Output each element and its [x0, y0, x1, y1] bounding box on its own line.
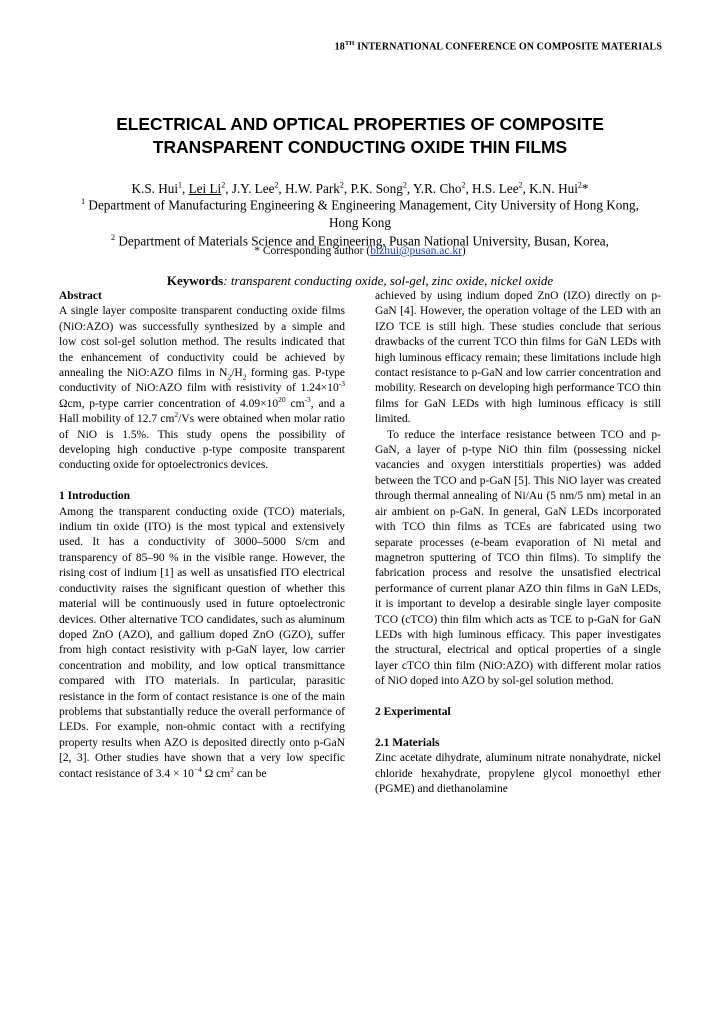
left-column [59, 289, 345, 782]
introduction-body-right-2: To reduce the interface resistance between TCO and p-GaN, a layer of p-type NiO thin film (possessing nickel vacancies and oxygen interstitials properties) was added between the TCO and p-GaN [5]. This NiO layer was created through thermal annealing of Ni/Au (5 nm/5 nm) metal in an air ambient on p-GaN. In general, GaN LEDs incorporated with TCO thin films as TCEs are fabricated using two separate processes (e-beam evaporation of Ni metal and magnetron sputtering of TCO thin films). To simplify the fabrication process and resolve the unsatisfied electrical performance of current planar AZO thin films in GaN LEDs, it is important to develop a desirable single layer composite TCO (cTCO) thin film which acts as TCE to p-GaN for GaN LEDs with high luminous efficacy. This paper investigates the structural, electrical and optical properties of a single layer cTCO thin film (NiO:AZO) with different molar ratios of NiO doped into AZO by sol-gel solution method. [375, 428, 661, 688]
email-link[interactable]: bizhui@pusan.ac.kr [370, 245, 462, 257]
running-head: 18TH INTERNATIONAL CONFERENCE ON COMPOSITE MATERIALS [334, 40, 662, 53]
author: K.S. Hui$^1$, [131, 181, 189, 197]
experimental-heading: 2 Experimental [375, 705, 451, 718]
author: J.Y. Lee$^2$, [231, 181, 286, 197]
author: Y.R. Cho$^2$, [412, 181, 473, 197]
author: H.S. Lee$^2$, [472, 181, 530, 197]
introduction-heading: 1 Introduction [59, 490, 131, 503]
author: P.K. Song$^2$, [350, 181, 413, 197]
corresponding-author: * Corresponding author (bizhui@pusan.ac.kr) [254, 245, 466, 257]
title-line-1: ELECTRICAL AND OPTICAL PROPERTIES OF COMPOSITE [116, 114, 604, 134]
title-line-2: TRANSPARENT CONDUCTING OXIDE THIN FILMS [152, 137, 568, 157]
materials-body: Zinc acetate dihydrate, aluminum nitrate nonahydrate, nickel chloride hexahydrate, propylene glycol monoethyl ether (PGME) and diethanolamine [375, 752, 661, 795]
introduction-body-left: Among the transparent conducting oxide (TCO) materials, indium tin oxide (ITO) is the most typical and extensively used. It has a conductivity of 3000–5000 S/cm and transparency of 85–90 % in the visible range. However, the rising cost of indium [1] as well as unsatisfied ITO electrical conductivity raises the significant question of whether this material will be continuously used in future optoelectronic devices. Other alternative TCO candidates, such as aluminum doped ZnO (AZO), and gallium doped ZnO (GZO), suffer from high contact resistivity with p-GaN layer, low carrier concentration and mobility, and low optical transmittance compared with ITO materials. In particular, parasitic resistance in the form of contact resistance is one of the main problems that substantially reduce the overall performance of LEDs. For example, non-ohmic contact with a rectifying property results when AZO is deposited directly onto p-GaN [2, 3]. Other studies have shown that a very low specific contact resistance of $3.4 \times 10^{-4}$ Ω $cm^2$ can be [59, 505, 345, 780]
abstract-heading: Abstract [59, 290, 102, 302]
affiliation-1: $^1$ Department of Manufacturing Engineering & Engineering Management, City University of Hong Kong, Hong Kong [81, 197, 639, 231]
author-presenting: Lei Li$^2$, [188, 181, 232, 197]
keywords: Keywords: transparent conducting oxide, sol-gel, zinc oxide, nickel oxide [166, 273, 554, 288]
author: H.W. Park$^2$, [285, 181, 351, 197]
right-column [375, 289, 661, 797]
abstract-body: A single layer composite transparent conducting oxide films (NiO:AZO) was successfully synthesized by a simple and low cost sol-gel solution method. The results indicated that the enhancement of conductivity could be achieved by annealing the NiO:AZO films in $N_2/H_2$ forming gas. P-type conductivity of NiO:AZO film with resistivity of $1.24\times 10^{-3}$ Ωcm, p-type carrier concentration of $4.09\times 10^{20}$ $cm^{-3}$, and a Hall mobility of 12.7 $cm^2/Vs$ were obtained when molar ratio of NiO is 1.5%. This study opens the possibility of developing high conductive p-type composite transparent conducting oxide for optoelectronics devices. [59, 305, 346, 472]
materials-subheading: 2.1 Materials [375, 736, 440, 749]
introduction-body-right-1: achieved by using indium doped ZnO (IZO) directly on p-GaN [4]. However, the operation voltage of the LED with an IZO TCE is still high. These studies conclude that serious drawbacks of the current TCO thin films for GaN LEDs with high luminous efficacy remain; these limitations include high contact resistance to p-GaN and low carrier concentration and mobility. Research on developing high performance TCO thin films for GaN LEDs with high luminous efficacy is still limited. [375, 290, 661, 426]
affiliation-2: $^2$ Department of Materials Science and Engineering, Pusan National University, Busan, Korea, [111, 233, 609, 249]
author-corresponding: K.N. Hui$^2$* [529, 181, 589, 197]
paper-title [50, 113, 670, 159]
